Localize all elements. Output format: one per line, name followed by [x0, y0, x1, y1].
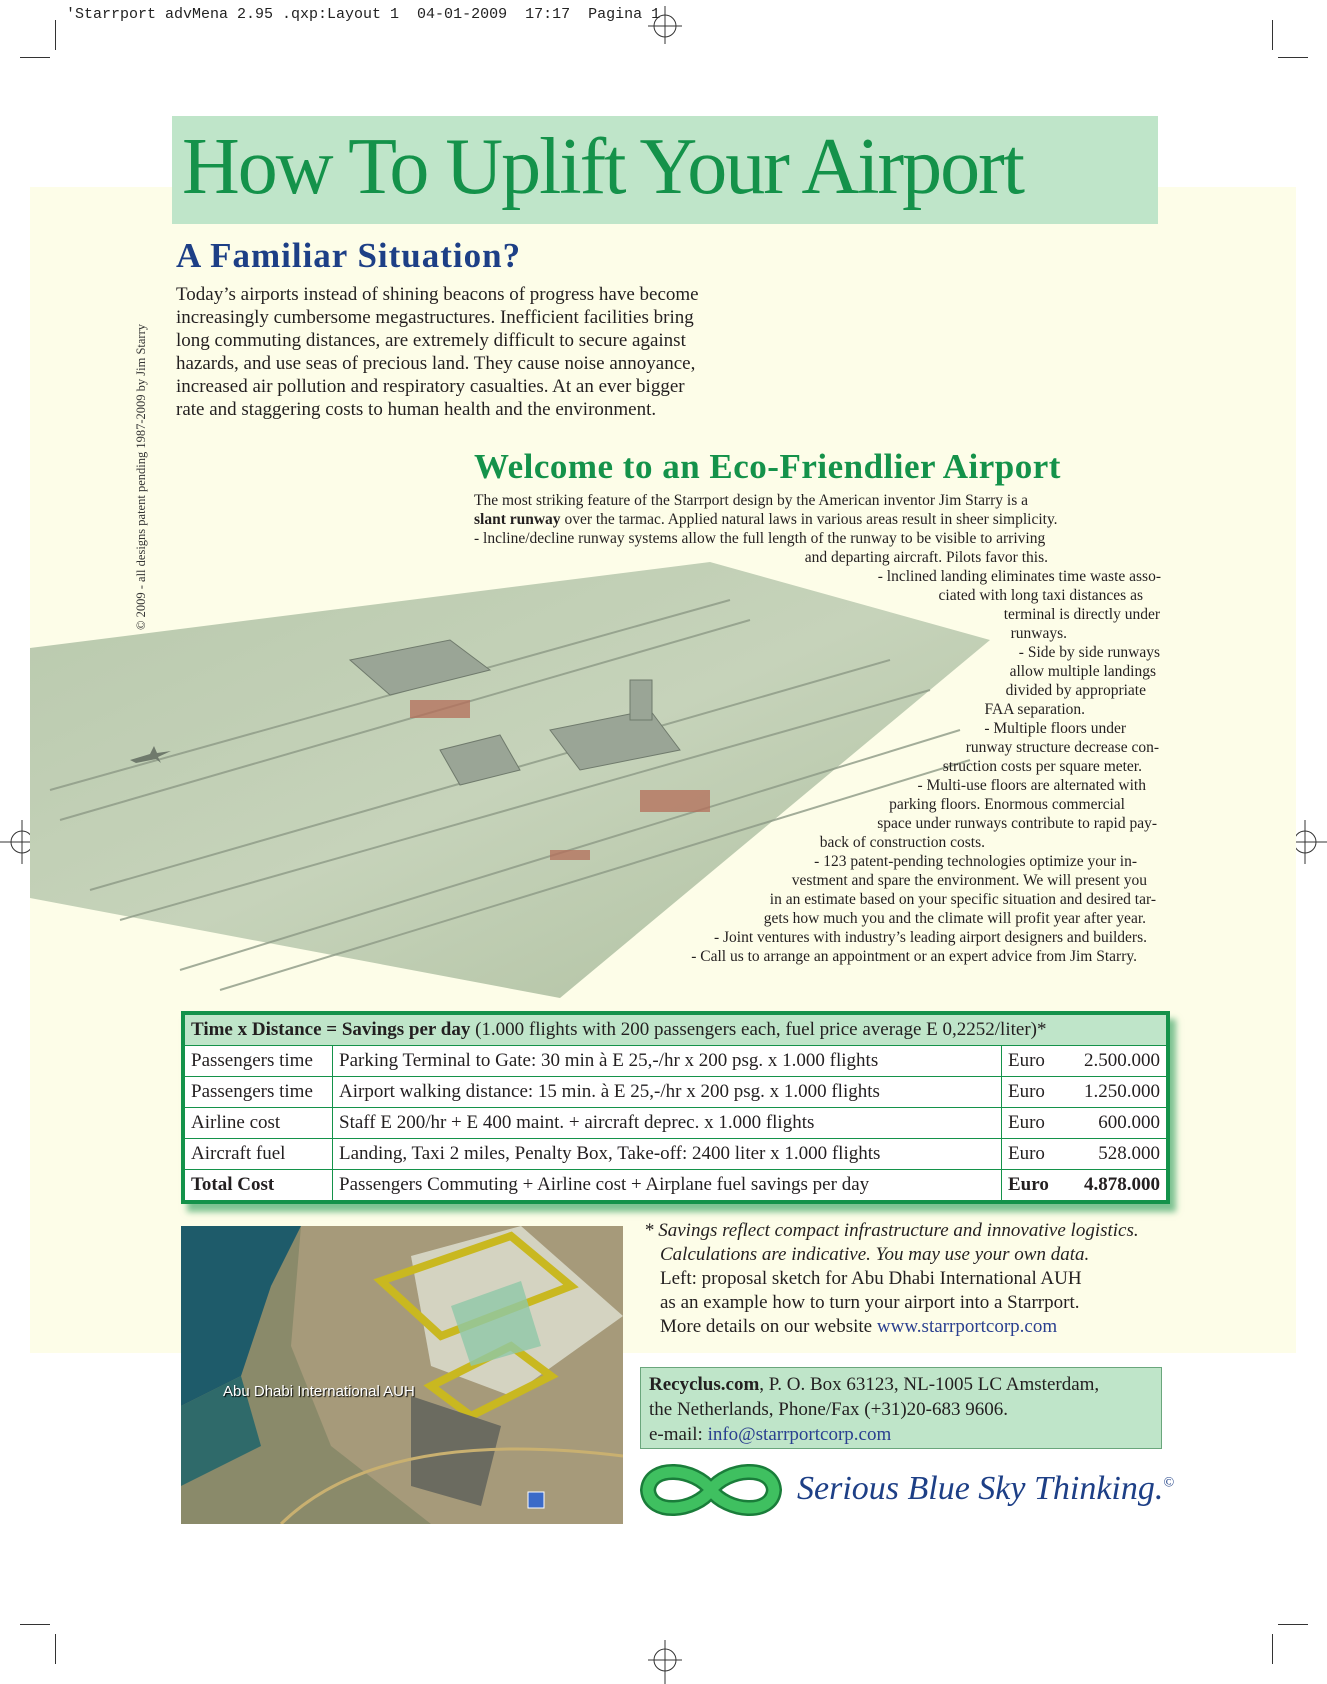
- crop-mark: [1278, 1624, 1308, 1625]
- eco-feature-line: back of construction costs.: [819, 834, 985, 851]
- row-label: Aircraft fuel: [185, 1139, 333, 1170]
- note-line: as an example how to turn your airport into a Starrport.: [660, 1292, 1080, 1313]
- table-row: [185, 1046, 1167, 1077]
- eco-intro-line: The most striking feature of the Starrport design by the American inventor Jim Starry is a: [474, 492, 1028, 509]
- eco-feature-line: - Multi-use floors are alternated with: [917, 777, 1146, 794]
- contact-line: [649, 1372, 1153, 1397]
- aerial-photo: [181, 1226, 623, 1524]
- eco-feature-line: terminal is directly under: [1003, 606, 1160, 623]
- crop-mark: [1272, 20, 1273, 50]
- eco-feature-line: - Joint ventures with industry’s leading airport designers and builders.: [713, 929, 1147, 946]
- eco-feature-line: runway structure decrease con-: [965, 739, 1159, 756]
- contact-box: [640, 1367, 1162, 1449]
- row-amount: 1.250.000: [1064, 1077, 1167, 1108]
- row-label: Passengers time: [185, 1077, 333, 1108]
- table-row: [185, 1139, 1167, 1170]
- eco-feature-line: vestment and spare the environment. We will present you: [791, 872, 1147, 889]
- row-amount: 2.500.000: [1064, 1046, 1167, 1077]
- table-header-bold: Time x Distance = Savings per day: [191, 1019, 471, 1040]
- row-description: Parking Terminal to Gate: 30 min à E 25,-/hr x 200 psg. x 1.000 flights: [333, 1046, 1002, 1077]
- eco-feature-line: FAA separation.: [984, 701, 1085, 718]
- contact-line: the Netherlands, Phone/Fax (+31)20-683 9606.: [649, 1399, 1008, 1420]
- eco-feature-line: runways.: [1010, 625, 1067, 642]
- note-line: Left: proposal sketch for Abu Dhabi International AUH: [660, 1268, 1082, 1289]
- table-header-row: [185, 1015, 1167, 1046]
- row-description: Staff E 200/hr + E 400 maint. + aircraft deprec. x 1.000 flights: [333, 1108, 1002, 1139]
- eco-feature-line: and departing aircraft. Pilots favor this.: [804, 549, 1048, 566]
- row-currency: Euro: [1002, 1046, 1065, 1077]
- row-description: Landing, Taxi 2 miles, Penalty Box, Take-off: 2400 liter x 1.000 flights: [333, 1139, 1002, 1170]
- intro-line: increasingly cumbersome megastructures. Inefficient facilities bring: [176, 307, 694, 328]
- intro-line: Today’s airports instead of shining beacons of progress have become: [176, 284, 699, 305]
- row-description: Airport walking distance: 15 min. à E 25,-/hr x 200 psg. x 1.000 flights: [333, 1077, 1002, 1108]
- eco-intro-line: - lncline/decline runway systems allow the full length of the runway to be visible to arriving: [474, 530, 1046, 547]
- row-currency: Euro: [1002, 1139, 1065, 1170]
- savings-table: [181, 1011, 1170, 1204]
- row-amount: 528.000: [1064, 1139, 1167, 1170]
- email-label: e-mail:: [649, 1424, 708, 1445]
- eco-feature-line: in an estimate based on your specific situation and desired tar-: [769, 891, 1156, 908]
- savings-note: [644, 1219, 1139, 1339]
- slogan-text: Serious Blue Sky Thinking.: [797, 1470, 1164, 1507]
- eco-feature-line: - 123 patent-pending technologies optimize your in-: [814, 853, 1137, 870]
- intro-line: hazards, and use seas of precious land. They cause noise annoyance,: [176, 353, 696, 374]
- eco-feature-line: space under runways contribute to rapid pay-: [877, 815, 1157, 832]
- copyright-note: © 2009 - all designs patent pending 1987-2009 by Jim Starry: [134, 324, 148, 630]
- crop-mark: [55, 20, 56, 50]
- eco-feature-line: allow multiple landings: [1009, 663, 1156, 680]
- company-address: , P. O. Box 63123, NL-1005 LC Amsterdam,: [759, 1374, 1100, 1395]
- row-currency: Euro: [1002, 1077, 1065, 1108]
- eco-feature-line: struction costs per square meter.: [942, 758, 1142, 775]
- eco-feature-line: parking floors. Enormous commercial: [889, 796, 1125, 813]
- table-total-row: [185, 1170, 1167, 1201]
- table-row: [185, 1108, 1167, 1139]
- table-row: [185, 1077, 1167, 1108]
- note-line: [644, 1219, 1139, 1243]
- intro-line: increased air pollution and respiratory casualties. At an ever bigger: [176, 376, 685, 397]
- infinity-logo-icon: [640, 1458, 782, 1522]
- total-description: Passengers Commuting + Airline cost + Airplane fuel savings per day: [333, 1170, 1002, 1201]
- row-label: Airline cost: [185, 1108, 333, 1139]
- email-link[interactable]: info@starrportcorp.com: [707, 1424, 892, 1445]
- eco-heading: Welcome to an Eco-Friendlier Airport: [474, 447, 1061, 486]
- registration-mark-icon: [648, 1640, 682, 1684]
- total-currency: Euro: [1002, 1170, 1065, 1201]
- table-header-rest: (1.000 flights with 200 passengers each, fuel price average E 0,2252/liter)*: [470, 1019, 1047, 1040]
- website-link[interactable]: www.starrportcorp.com: [876, 1316, 1058, 1337]
- slogan: [797, 1470, 1174, 1508]
- website-prefix: More details on our website: [660, 1316, 877, 1337]
- photo-label: Abu Dhabi International AUH: [223, 1383, 415, 1400]
- familiar-heading: A Familiar Situation?: [176, 236, 522, 275]
- company-name: Recyclus.com: [649, 1374, 760, 1395]
- familiar-text: [176, 283, 776, 421]
- slant-runway-term: slant runway: [474, 511, 561, 528]
- eco-feature-line: - lnclined landing eliminates time waste asso-: [877, 568, 1161, 585]
- aerial-photo-image: [181, 1226, 623, 1524]
- row-amount: 600.000: [1064, 1108, 1167, 1139]
- eco-feature-line: - Call us to arrange an appointment or an expert advice from Jim Starry.: [691, 948, 1137, 965]
- registration-mark-icon: [648, 4, 682, 44]
- total-amount: 4.878.000: [1064, 1170, 1167, 1201]
- note-italic: Calculations are indicative. You may use your own data.: [660, 1244, 1090, 1265]
- eco-intro-line: [474, 510, 1058, 529]
- eco-feature-line: - Multiple floors under: [984, 720, 1126, 737]
- crop-mark: [1278, 57, 1308, 58]
- note-italic: * Savings reflect compact infrastructure and innovative logistics.: [644, 1220, 1139, 1241]
- contact-line: [649, 1422, 1153, 1447]
- row-currency: Euro: [1002, 1108, 1065, 1139]
- eco-feature-line: gets how much you and the climate will profit year after year.: [763, 910, 1146, 927]
- row-label: Passengers time: [185, 1046, 333, 1077]
- page-title: How To Uplift Your Airport: [182, 123, 1024, 211]
- eco-feature-line: ciated with long taxi distances as: [938, 587, 1143, 604]
- eco-feature-line: divided by appropriate: [1005, 682, 1146, 699]
- note-line: [660, 1315, 1139, 1339]
- crop-mark: [55, 1634, 56, 1664]
- note-line: [660, 1243, 1139, 1267]
- slogan-mark: ©: [1163, 1475, 1175, 1491]
- intro-line: long commuting distances, are extremely difficult to secure against: [176, 330, 686, 351]
- table-header: [185, 1015, 1167, 1046]
- eco-feature-line: - Side by side runways: [1018, 644, 1160, 661]
- eco-intro-rest: over the tarmac. Applied natural laws in various areas result in sheer simplicity.: [560, 511, 1058, 528]
- crop-mark: [20, 57, 50, 58]
- slug-line: 'Starrport advMena 2.95 .qxp:Layout 1 04-01-2009 17:17 Pagina 1: [66, 6, 661, 23]
- intro-line: rate and staggering costs to human health and the environment.: [176, 399, 657, 420]
- total-label: Total Cost: [185, 1170, 333, 1201]
- crop-mark: [1272, 1634, 1273, 1664]
- crop-mark: [20, 1624, 50, 1625]
